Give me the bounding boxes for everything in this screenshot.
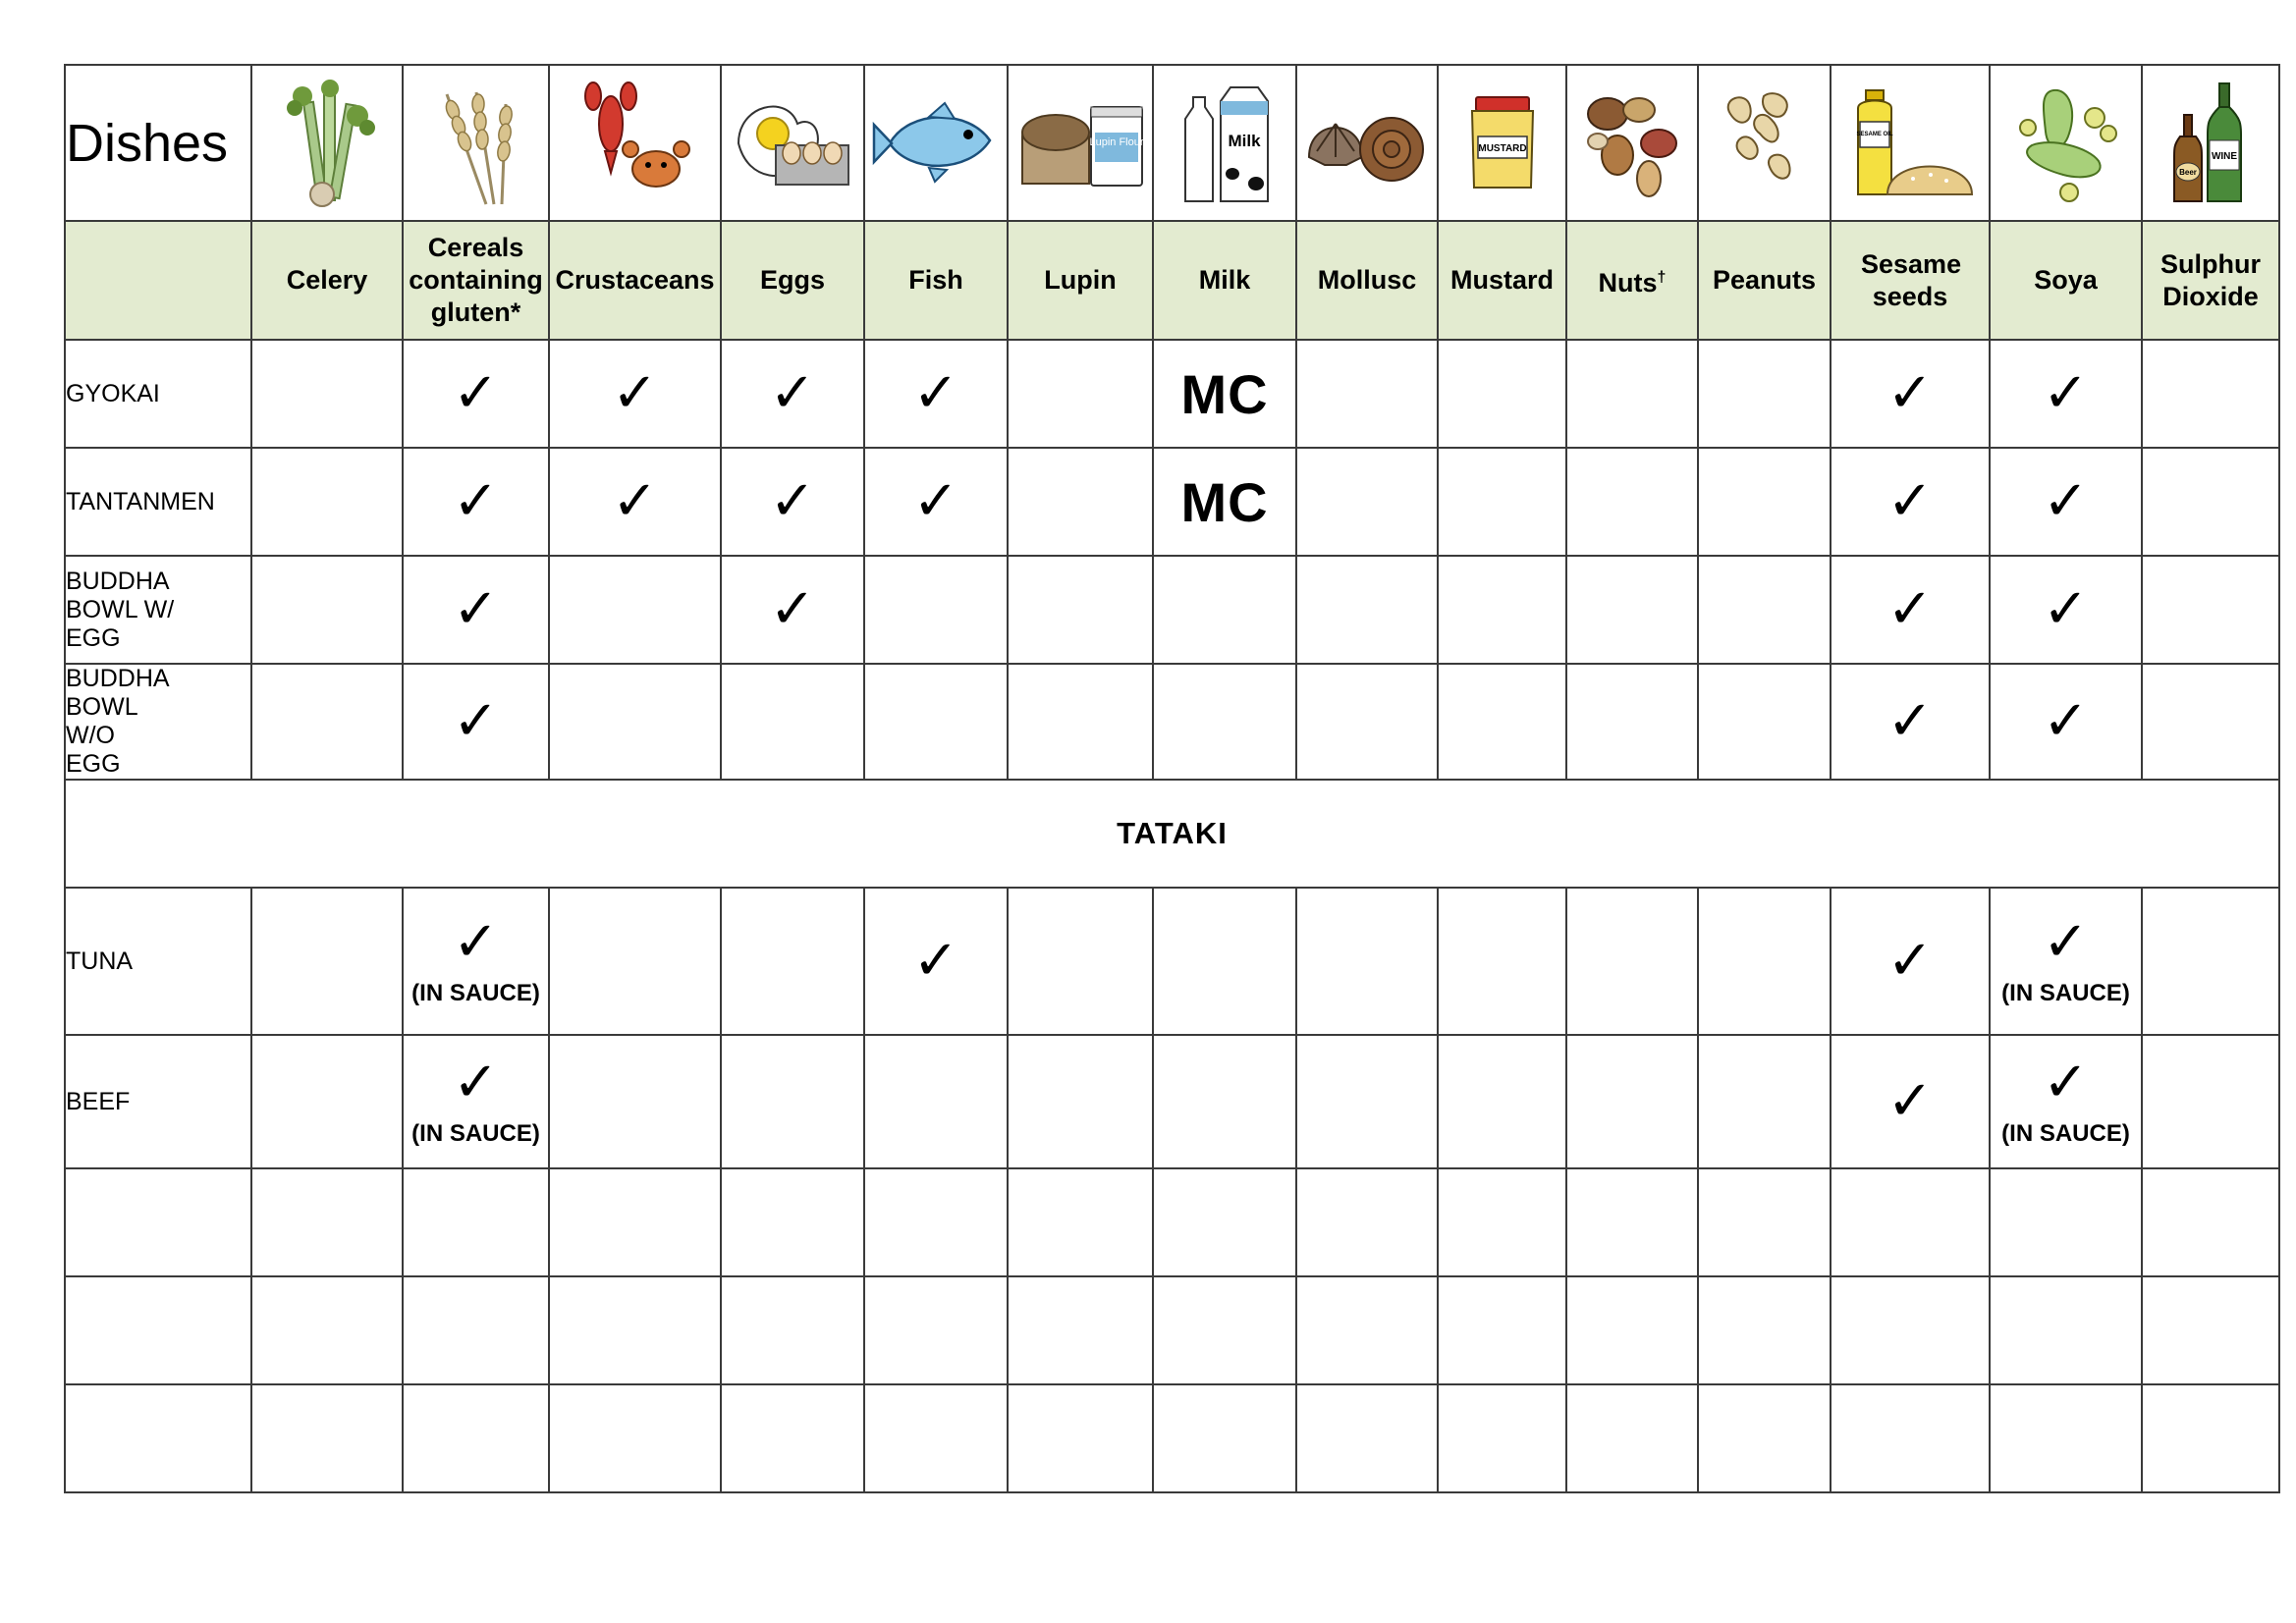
empty-cell <box>1296 1168 1438 1276</box>
check-icon: ✓ <box>912 929 959 993</box>
allergen-mark-cell <box>1831 664 1990 780</box>
allergen-mark-cell <box>1008 448 1153 556</box>
check-icon: ✓ <box>2043 361 2089 425</box>
empty-cell <box>403 1276 549 1384</box>
check-icon: ✓ <box>453 689 499 753</box>
allergen-mark-cell <box>549 340 721 448</box>
allergen-label <box>1831 221 1990 340</box>
dish-row <box>65 340 2279 448</box>
allergen-mark-cell <box>1008 556 1153 664</box>
empty-cell <box>251 1168 403 1276</box>
allergen-mark-cell <box>1698 1035 1831 1168</box>
dishes-heading: Dishes <box>65 65 251 221</box>
allergen-mark-cell <box>1153 888 1296 1035</box>
allergen-label <box>1566 221 1698 340</box>
allergen-mark-cell <box>1566 556 1698 664</box>
empty-cell <box>65 1276 251 1384</box>
dish-name: BEEF <box>65 1035 251 1168</box>
allergen-mark-cell <box>864 340 1008 448</box>
empty-cell <box>1831 1276 1990 1384</box>
empty-cell <box>1990 1168 2142 1276</box>
allergen-mark-cell <box>403 448 549 556</box>
empty-cell <box>1566 1168 1698 1276</box>
allergen-label: Mustard <box>1438 221 1566 340</box>
empty-cell <box>549 1276 721 1384</box>
empty-cell <box>1153 1384 1296 1492</box>
allergen-mark-cell <box>251 556 403 664</box>
allergen-mark-cell <box>403 340 549 448</box>
allergen-mark-cell <box>1438 340 1566 448</box>
allergen-label-text: Sulphur Dioxide <box>2160 248 2261 311</box>
allergen-mark-cell <box>549 448 721 556</box>
allergen-mark-cell <box>1153 340 1296 448</box>
empty-cell <box>1438 1168 1566 1276</box>
empty-cell <box>1296 1384 1438 1492</box>
check-icon: ✓ <box>453 361 499 425</box>
section-title: TATAKI <box>65 780 2279 888</box>
empty-cell <box>1990 1276 2142 1384</box>
milk-icon <box>1153 65 1296 221</box>
in-sauce-note: (IN SAUCE) <box>2001 980 2130 1006</box>
header-blank-cell <box>65 221 251 340</box>
icon-row <box>65 65 2279 221</box>
allergen-label <box>403 221 549 340</box>
empty-cell <box>251 1384 403 1492</box>
dish-row <box>65 1035 2279 1168</box>
check-icon: ✓ <box>1886 361 1934 425</box>
empty-cell <box>65 1384 251 1492</box>
empty-cell <box>1008 1168 1153 1276</box>
empty-cell <box>721 1384 864 1492</box>
dish-name: TANTANMEN <box>65 448 251 556</box>
celery-icon <box>251 65 403 221</box>
allergen-mark-cell <box>1296 556 1438 664</box>
allergen-table <box>64 64 2280 1493</box>
allergen-mark-cell <box>1153 448 1296 556</box>
allergen-label: Mollusc <box>1296 221 1438 340</box>
dish-row <box>65 556 2279 664</box>
check-icon: ✓ <box>912 469 959 533</box>
empty-cell <box>1438 1384 1566 1492</box>
allergen-label-text: Sesame seeds <box>1861 248 1962 311</box>
empty-cell <box>1990 1384 2142 1492</box>
check-icon: ✓ <box>2043 689 2089 753</box>
allergen-mark-cell <box>1566 888 1698 1035</box>
allergen-mark-cell <box>1831 1035 1990 1168</box>
empty-row <box>65 1276 2279 1384</box>
allergen-mark-cell <box>864 1035 1008 1168</box>
fish-icon <box>864 65 1008 221</box>
empty-cell <box>864 1276 1008 1384</box>
allergen-mark-cell <box>721 1035 864 1168</box>
wheat-icon <box>403 65 549 221</box>
allergen-mark-cell <box>864 448 1008 556</box>
empty-cell <box>864 1168 1008 1276</box>
allergen-mark-cell <box>251 664 403 780</box>
allergen-mark-cell <box>721 888 864 1035</box>
allergen-mark-cell <box>1438 664 1566 780</box>
allergen-mark-cell <box>864 556 1008 664</box>
check-icon: ✓ <box>453 577 499 641</box>
check-icon: ✓ <box>1886 577 1934 641</box>
allergen-mark-cell <box>1831 556 1990 664</box>
nuts-icon <box>1566 65 1698 221</box>
allergen-mark-cell <box>1566 664 1698 780</box>
soya-icon <box>1990 65 2142 221</box>
dish-name: TUNA <box>65 888 251 1035</box>
allergen-label: Lupin <box>1008 221 1153 340</box>
empty-row <box>65 1168 2279 1276</box>
dish-row <box>65 664 2279 780</box>
allergen-mark-cell <box>549 556 721 664</box>
check-icon: ✓ <box>1886 929 1934 993</box>
allergen-mark-cell <box>1153 664 1296 780</box>
allergen-mark-cell <box>1990 340 2142 448</box>
allergen-label-sup: † <box>1657 269 1667 286</box>
section-row <box>65 780 2279 888</box>
allergen-mark-cell <box>2142 556 2279 664</box>
empty-cell <box>1566 1384 1698 1492</box>
dish-name <box>65 664 251 780</box>
check-icon: ✓ <box>1886 1069 1934 1133</box>
may-contain-mark: MC <box>1180 470 1269 533</box>
allergen-mark-cell <box>549 1035 721 1168</box>
allergen-label: Celery <box>251 221 403 340</box>
allergen-mark-cell <box>1990 888 2142 1035</box>
check-icon: ✓ <box>2043 469 2089 533</box>
empty-cell <box>549 1384 721 1492</box>
allergen-mark-cell <box>403 664 549 780</box>
empty-cell <box>2142 1276 2279 1384</box>
allergen-mark-cell <box>403 888 549 1035</box>
empty-cell <box>1698 1276 1831 1384</box>
mollusc-icon <box>1296 65 1438 221</box>
sesame-icon <box>1831 65 1990 221</box>
empty-cell <box>1831 1168 1990 1276</box>
svg-text:WINE: WINE <box>2211 150 2238 162</box>
may-contain-mark: MC <box>1180 362 1269 425</box>
allergen-mark-cell <box>2142 340 2279 448</box>
svg-text:MUSTARD: MUSTARD <box>1477 142 1527 154</box>
allergen-mark-cell <box>1831 340 1990 448</box>
lupin-flour-icon <box>1008 65 1153 221</box>
in-sauce-note: (IN SAUCE) <box>411 980 540 1006</box>
dish-name: GYOKAI <box>65 340 251 448</box>
allergen-mark-cell <box>721 664 864 780</box>
empty-cell <box>1698 1384 1831 1492</box>
check-icon: ✓ <box>2043 1051 2089 1114</box>
allergen-mark-cell <box>1566 1035 1698 1168</box>
allergen-mark-cell <box>1296 1035 1438 1168</box>
allergen-mark-cell <box>864 664 1008 780</box>
allergen-label <box>2142 221 2279 340</box>
allergen-mark-cell <box>1831 448 1990 556</box>
check-icon: ✓ <box>769 469 816 533</box>
allergen-mark-cell <box>1990 664 2142 780</box>
allergen-mark-cell <box>1990 1035 2142 1168</box>
in-sauce-note: (IN SAUCE) <box>2001 1120 2130 1147</box>
allergen-mark-cell <box>1698 888 1831 1035</box>
allergen-mark-cell <box>2142 664 2279 780</box>
allergen-mark-cell <box>721 556 864 664</box>
allergen-mark-cell <box>864 888 1008 1035</box>
allergen-mark-cell <box>1990 448 2142 556</box>
allergen-mark-cell <box>721 448 864 556</box>
check-icon: ✓ <box>2043 577 2089 641</box>
empty-cell <box>251 1276 403 1384</box>
allergen-mark-cell <box>549 664 721 780</box>
empty-cell <box>1296 1276 1438 1384</box>
eggs-icon <box>721 65 864 221</box>
empty-cell <box>1438 1276 1566 1384</box>
check-icon: ✓ <box>1886 689 1934 753</box>
dish-name-text: BUDDHA BOWL W/O EGG <box>66 665 169 778</box>
allergen-mark-cell <box>721 340 864 448</box>
allergen-mark-cell <box>2142 448 2279 556</box>
allergen-mark-cell <box>1698 340 1831 448</box>
check-icon: ✓ <box>912 361 959 425</box>
allergen-mark-cell <box>1831 888 1990 1035</box>
empty-cell <box>403 1168 549 1276</box>
in-sauce-note: (IN SAUCE) <box>411 1120 540 1147</box>
empty-cell <box>1008 1276 1153 1384</box>
empty-cell <box>721 1276 864 1384</box>
allergen-label: Eggs <box>721 221 864 340</box>
allergen-mark-cell <box>1438 1035 1566 1168</box>
allergen-mark-cell <box>1008 340 1153 448</box>
allergen-mark-cell <box>1296 664 1438 780</box>
allergen-mark-cell <box>1296 888 1438 1035</box>
svg-text:Milk: Milk <box>1228 131 1261 150</box>
allergen-mark-cell <box>1990 556 2142 664</box>
allergen-mark-cell <box>1296 340 1438 448</box>
allergen-mark-cell <box>1438 888 1566 1035</box>
allergen-label: Milk <box>1153 221 1296 340</box>
allergen-label: Peanuts <box>1698 221 1831 340</box>
empty-cell <box>1008 1384 1153 1492</box>
allergen-mark-cell <box>1566 340 1698 448</box>
empty-cell <box>864 1384 1008 1492</box>
sulphur-dioxide-icon <box>2142 65 2279 221</box>
svg-text:Lupin Flour: Lupin Flour <box>1089 135 1144 148</box>
allergen-mark-cell <box>251 1035 403 1168</box>
allergen-mark-cell <box>1008 888 1153 1035</box>
allergen-mark-cell <box>1153 1035 1296 1168</box>
allergen-label-text: Cereals containing gluten* <box>409 233 543 327</box>
empty-cell <box>1566 1276 1698 1384</box>
svg-text:SESAME OIL: SESAME OIL <box>1856 131 1893 137</box>
empty-cell <box>549 1168 721 1276</box>
allergen-mark-cell <box>2142 888 2279 1035</box>
allergen-mark-cell <box>251 448 403 556</box>
check-icon: ✓ <box>2043 910 2089 974</box>
empty-cell <box>1698 1168 1831 1276</box>
allergen-mark-cell <box>1438 556 1566 664</box>
empty-cell <box>2142 1384 2279 1492</box>
crustaceans-icon <box>549 65 721 221</box>
empty-cell <box>65 1168 251 1276</box>
allergen-mark-cell <box>251 888 403 1035</box>
allergen-label: Crustaceans <box>549 221 721 340</box>
allergen-mark-cell <box>549 888 721 1035</box>
allergen-mark-cell <box>2142 1035 2279 1168</box>
check-icon: ✓ <box>612 361 658 425</box>
check-icon: ✓ <box>453 1051 499 1114</box>
mustard-icon <box>1438 65 1566 221</box>
dish-row <box>65 888 2279 1035</box>
empty-cell <box>2142 1168 2279 1276</box>
allergen-mark-cell <box>1008 1035 1153 1168</box>
allergen-mark-cell <box>1296 448 1438 556</box>
allergen-label: Soya <box>1990 221 2142 340</box>
allergen-header-row <box>65 221 2279 340</box>
allergen-mark-cell <box>1698 664 1831 780</box>
empty-cell <box>403 1384 549 1492</box>
allergen-mark-cell <box>1438 448 1566 556</box>
check-icon: ✓ <box>453 910 499 974</box>
allergen-mark-cell <box>1153 556 1296 664</box>
dish-name-text: BUDDHA BOWL W/ EGG <box>66 567 175 652</box>
allergen-mark-cell <box>1698 556 1831 664</box>
empty-cell <box>1153 1168 1296 1276</box>
allergen-mark-cell <box>1008 664 1153 780</box>
empty-cell <box>1831 1384 1990 1492</box>
empty-cell <box>721 1168 864 1276</box>
allergen-mark-cell <box>251 340 403 448</box>
peanuts-icon <box>1698 65 1831 221</box>
allergen-label: Fish <box>864 221 1008 340</box>
check-icon: ✓ <box>769 577 816 641</box>
check-icon: ✓ <box>453 469 499 533</box>
allergen-mark-cell <box>403 556 549 664</box>
allergen-label-text: Nuts <box>1598 268 1658 298</box>
dish-row <box>65 448 2279 556</box>
empty-row <box>65 1384 2279 1492</box>
allergen-mark-cell <box>403 1035 549 1168</box>
svg-text:Beer: Beer <box>2179 167 2197 177</box>
check-icon: ✓ <box>612 469 658 533</box>
dish-name <box>65 556 251 664</box>
allergen-mark-cell <box>1698 448 1831 556</box>
allergen-mark-cell <box>1566 448 1698 556</box>
empty-cell <box>1153 1276 1296 1384</box>
check-icon: ✓ <box>1886 469 1934 533</box>
check-icon: ✓ <box>769 361 816 425</box>
